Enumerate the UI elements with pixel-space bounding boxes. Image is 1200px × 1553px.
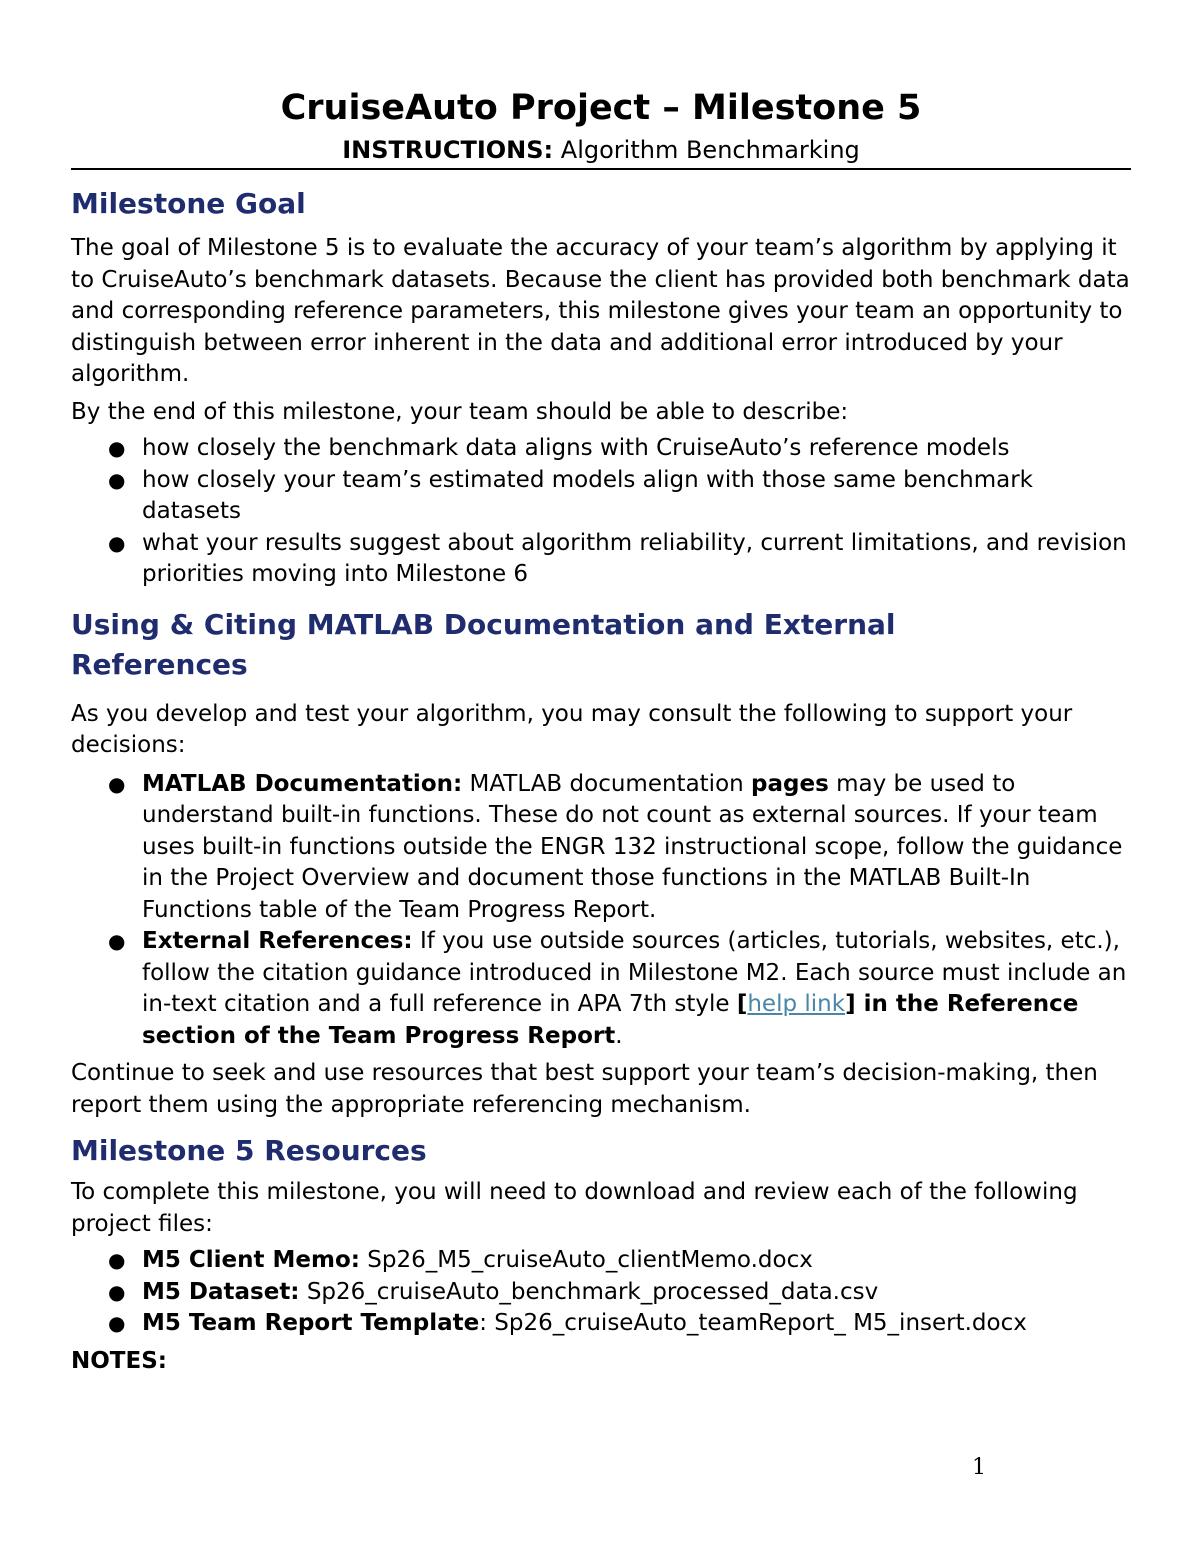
matlab-doc-text-a: MATLAB documentation bbox=[469, 770, 744, 797]
subtitle-label: INSTRUCTIONS: bbox=[342, 136, 554, 164]
list-item bbox=[71, 769, 1131, 927]
file-label: M5 Team Report Template bbox=[142, 1310, 480, 1336]
goal-paragraph: The goal of Milestone 5 is to evaluate the accuracy of your team’s algorithm by applying it to CruiseAuto’s benchmark datasets. Because the client has provided both benchmark data and corresponding reference parameters, this milestone gives your team an opportunity to distinguish between error inherent in the data and additional error introduced by your algorithm. bbox=[71, 235, 1130, 387]
reference-section-text: ] in the Reference section of the Team Progress Report bbox=[142, 991, 1079, 1049]
document-subtitle bbox=[71, 134, 1131, 170]
document-title: CruiseAuto Project – Milestone 5 bbox=[280, 88, 922, 128]
bullet-icon: ● bbox=[108, 1279, 126, 1304]
citing-intro: As you develop and test your algorithm, you may consult the following to support your decisions: bbox=[71, 700, 1073, 758]
list-item bbox=[71, 465, 1131, 528]
milestone-goal-heading: Milestone Goal bbox=[71, 187, 306, 220]
citing-bullet-list bbox=[71, 769, 1131, 1053]
citing-heading-line1: Using & Citing MATLAB Documentation and External bbox=[71, 607, 896, 641]
document-content bbox=[71, 82, 1131, 1377]
file-name: Sp26_cruiseAuto_benchmark_processed_data.csv bbox=[306, 1278, 879, 1305]
goal-bullet-text: how closely your team’s estimated models align with those same benchmark datasets bbox=[142, 466, 1034, 524]
citing-heading-line2: References bbox=[71, 647, 248, 681]
bullet-icon: ● bbox=[108, 929, 126, 953]
file-label: M5 Client Memo: bbox=[142, 1247, 360, 1273]
citing-closing: Continue to seek and use resources that best support your team’s decision-making, then report them using the appropriate referencing mechanism. bbox=[71, 1060, 1098, 1118]
list-item bbox=[71, 1308, 1131, 1340]
sentence-end: . bbox=[615, 1022, 623, 1049]
file-name: Sp26_cruiseAuto_teamReport_ M5_insert.docx bbox=[494, 1310, 1027, 1336]
goal-bullet-list bbox=[71, 433, 1131, 591]
bullet-icon: ● bbox=[108, 530, 126, 555]
bullet-icon: ● bbox=[108, 771, 126, 796]
file-separator: : bbox=[479, 1310, 487, 1336]
list-item bbox=[71, 1245, 1131, 1277]
matlab-doc-text-b: may be used to understand built-in functions. These do not count as external sources. If your team uses built-in functions outside the ENGR 132 instructional scope, follow the guidance in the Project Overview and document those functions in the MATLAB Built-In Functions table of the Team Progress Report. bbox=[142, 770, 1123, 923]
page-number: 1 bbox=[972, 1455, 986, 1480]
file-label: M5 Dataset: bbox=[142, 1278, 300, 1305]
subtitle-text: Algorithm Benchmarking bbox=[560, 136, 860, 164]
resources-file-list bbox=[71, 1245, 1131, 1340]
bracket-open: [ bbox=[736, 991, 748, 1017]
external-ref-label: External References: bbox=[142, 928, 413, 954]
list-item bbox=[71, 926, 1131, 1052]
resources-intro: To complete this milestone, you will need to download and review each of the following project files: bbox=[71, 1179, 1078, 1237]
notes-label: NOTES: bbox=[71, 1347, 167, 1374]
bullet-icon: ● bbox=[108, 1248, 126, 1272]
help-link[interactable]: help link bbox=[747, 991, 846, 1017]
goal-intro: By the end of this milestone, your team should be able to describe: bbox=[71, 398, 849, 425]
citing-heading bbox=[71, 605, 1131, 685]
matlab-doc-bold-word: pages bbox=[751, 770, 829, 797]
resources-heading: Milestone 5 Resources bbox=[71, 1134, 427, 1167]
goal-bullet-text: what your results suggest about algorithm reliability, current limitations, and revision priorities moving into Milestone 6 bbox=[142, 529, 1127, 587]
list-item bbox=[71, 528, 1131, 591]
list-item bbox=[71, 1277, 1131, 1309]
matlab-doc-label: MATLAB Documentation: bbox=[142, 770, 463, 797]
bullet-icon: ● bbox=[108, 1311, 126, 1335]
external-ref-text: If you use outside sources (articles, tutorials, websites, etc.), follow the citation guidance introduced in Milestone M2. Each source must include an in-text citation and a full reference in APA 7th style bbox=[142, 928, 1127, 1017]
file-name: Sp26_M5_cruiseAuto_clientMemo.docx bbox=[367, 1247, 813, 1273]
list-item bbox=[71, 433, 1131, 465]
goal-bullet-text: how closely the benchmark data aligns with CruiseAuto’s reference models bbox=[142, 435, 1010, 461]
bullet-icon: ● bbox=[108, 436, 126, 460]
bullet-icon: ● bbox=[108, 467, 126, 492]
